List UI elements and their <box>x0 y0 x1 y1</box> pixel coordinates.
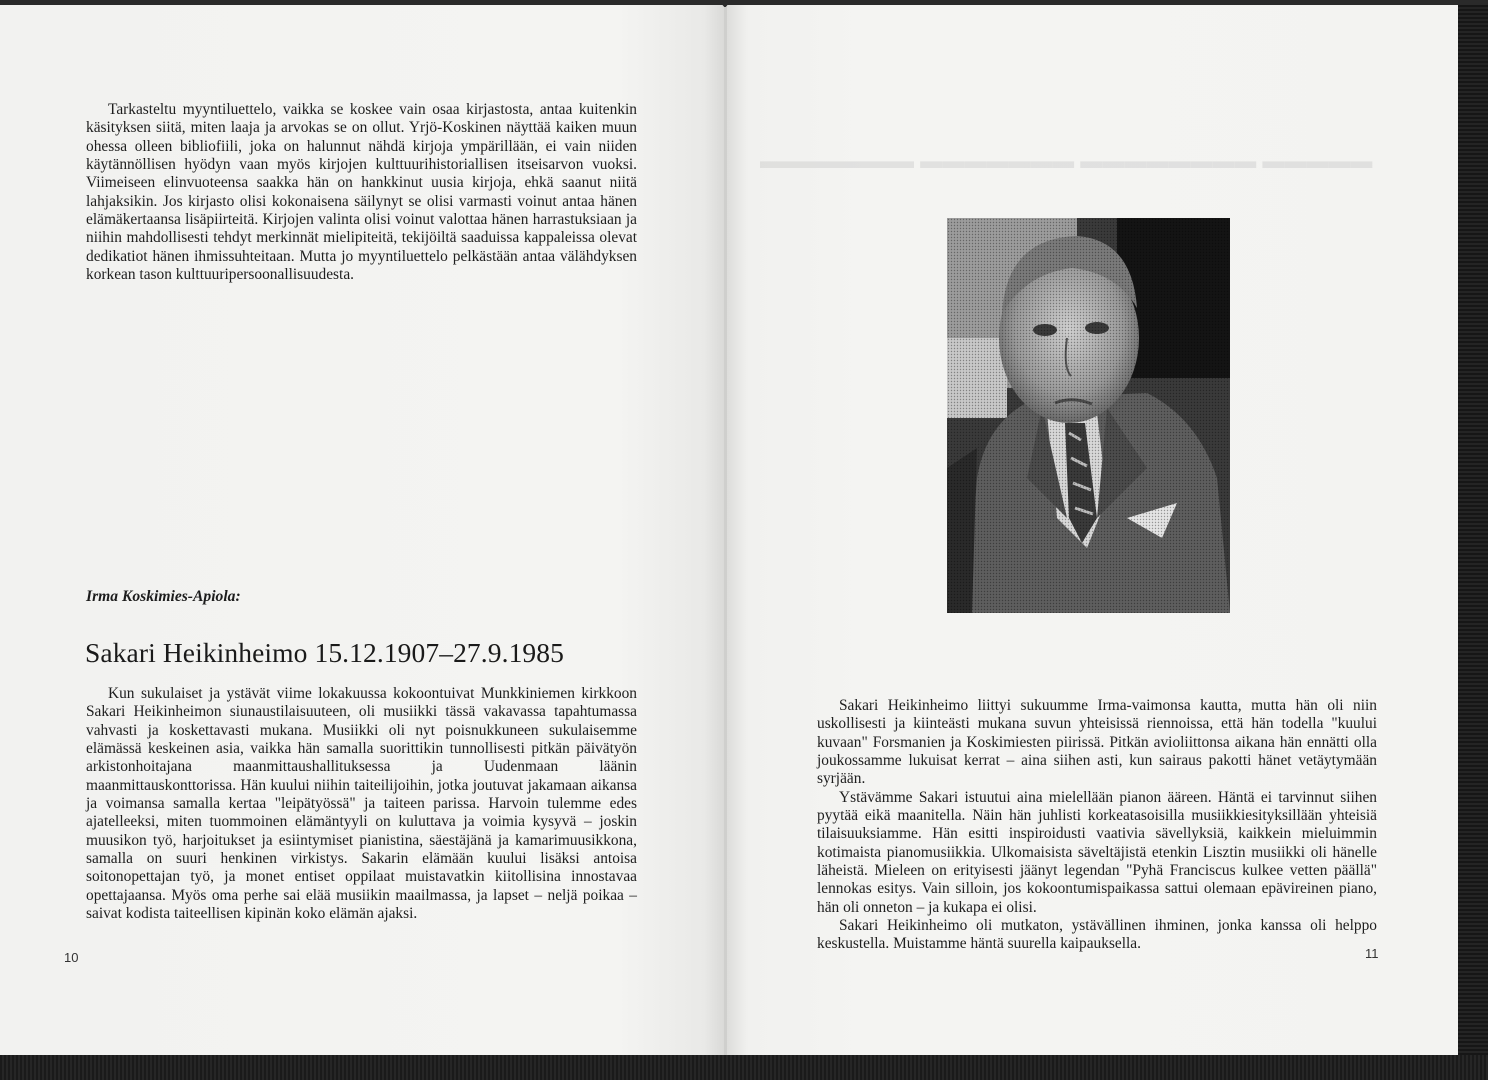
scan-right-edge <box>1458 5 1488 1055</box>
article-author: Irma Koskimies-Apiola: <box>86 588 241 605</box>
bleed-through-heading: ▬▬▬▬▬ ▬▬▬▬▬▬▬▬ ▬▬▬▬▬▬▬ ▬▬▬▬▬▬▬ <box>760 148 1373 173</box>
intro-text-block <box>86 101 637 284</box>
scan-bottom-edge <box>0 1055 1488 1080</box>
book-spine <box>724 5 727 1055</box>
article-paragraph: Sakari Heikinheimo oli mutkaton, ystävällinen ihminen, jonka kanssa oli helppo keskustella. Muistamme häntä suurella kaipauksella. <box>817 917 1377 953</box>
page-number-left: 10 <box>64 950 79 965</box>
article-body-right <box>817 697 1377 954</box>
article-body-left <box>86 685 637 923</box>
portrait-photo-icon <box>947 218 1230 613</box>
article-title: Sakari Heikinheimo 15.12.1907–27.9.1985 <box>85 637 564 668</box>
article-paragraph: Sakari Heikinheimo liittyi sukuumme Irma-vaimonsa kautta, mutta hän oli niin uskollisesti ja kiinteästi mukana suvun yhteisissä riennoissa, että hän todella "kuului kuvaan" Forsmanien ja Koskimiesten piirissä. Pitkän avioliittonsa aikana hän ennätti olla joukossamme lukuisat kerrat – aina siihen asti, kun sairaus pakotti hänet vetäytymään syrjään. <box>817 697 1377 788</box>
portrait-photo <box>947 218 1230 613</box>
page-number-right: 11 <box>1365 946 1379 961</box>
article-paragraph: Ystävämme Sakari istuutui aina mielellään pianon ääreen. Häntä ei tarvinnut siihen pyytää eikä maanitella. Näin hän juhlisti korkeatasoisilla musiikkiesityksillään yhteisiä tilaisuuksiamme. Hän esitti inspiroidusti vaativia sävellyksiä, kaikkein mieluimmin kotimaista pianomusiikkia. Ulkomaisista säveltäjistä etenkin Lisztin musiikki oli hänelle läheistä. Mieleen on erityisesti jäänyt legendan "Pyhä Franciscus kulkee vetten päällä" lennokas esitys. Vain silloin, jos kokoontumispaikassa sattui olemaan epävireinen piano, hän oli onneton – ja kukapa ei olisi. <box>817 788 1377 916</box>
article-paragraph: Kun sukulaiset ja ystävät viime lokakuussa kokoontuivat Munkkiniemen kirkkoon Sakari Heikinheimon siunaustilaisuuteen, oli musiikki tässä vakavassa tapahtumassa vahvasti ja koskettavasti mukana. Musiikki oli nyt poisnukkuneen sukulaisemme elämässä keskeinen asia, vaikka hän samalla suorittikin tunnollisesti pitkän päivätyön arkistonhoitajana maanmittaushallituksessa ja Uudenmaan läänin maanmittauskonttorissa. Hän kuului niihin taiteilijoihin, jotka joutuvat jakamaan aikansa ja voimansa samalla kertaa "leipätyössä" ja taiteen parissa. Harvoin tulemme edes ajatelleeksi, miten tuommoinen elämäntyyli on kuluttava ja voimia kysyvä – joskin muusikon työ, harjoitukset ja esiintymiset pianistina, säestäjänä ja kamarimuusikkona, samalla on suuri henkinen virkistys. Sakarin elämään kuului lisäksi antoisa soitonopettajan työ, ja monet entiset oppilaat muistavatkin kiitollisina innostavaa opettajaansa. Myös oma perhe sai elää musiikin maailmassa, ja lapset – neljä poikaa – saivat kodista taiteellisen kipinän koko elämän ajaksi. <box>86 685 637 923</box>
intro-paragraph: Tarkasteltu myyntiluettelo, vaikka se koskee vain osaa kirjastosta, antaa kuitenkin käsityksen siitä, miten laaja ja arvokas se on ollut. Yrjö-Koskinen näyttää kaiken muun ohessa olleen bibliofiili, joka on halunnut nähdä kirjoja ympärillään, ei vain niiden käytännöllisen hyödyn vaan myös kirjojen kulttuurihistoriallisen itseisarvon vuoksi. Viimeiseen elinvuoteensa saakka hän on hankkinut uusia kirjoja, ehkä saanut niitä lahjaksikin. Jos kirjasto olisi kokonaisena säilynyt se olisi varmasti voinut antaa hänen elämäkertaansa lisäpiirteitä. Kirjojen valinta olisi voinut valottaa hänen harrastuksiaan ja niihin mahdollisesti tehdyt merkinnät mielipiteitä, tekijöiltä saaduissa kappaleissa olevat dedikatiot hänen ihmissuhteitaan. Mutta jo myyntiluettelo pelkästään antaa välähdyksen korkean tason kulttuuripersoonallisuudesta. <box>86 101 637 284</box>
